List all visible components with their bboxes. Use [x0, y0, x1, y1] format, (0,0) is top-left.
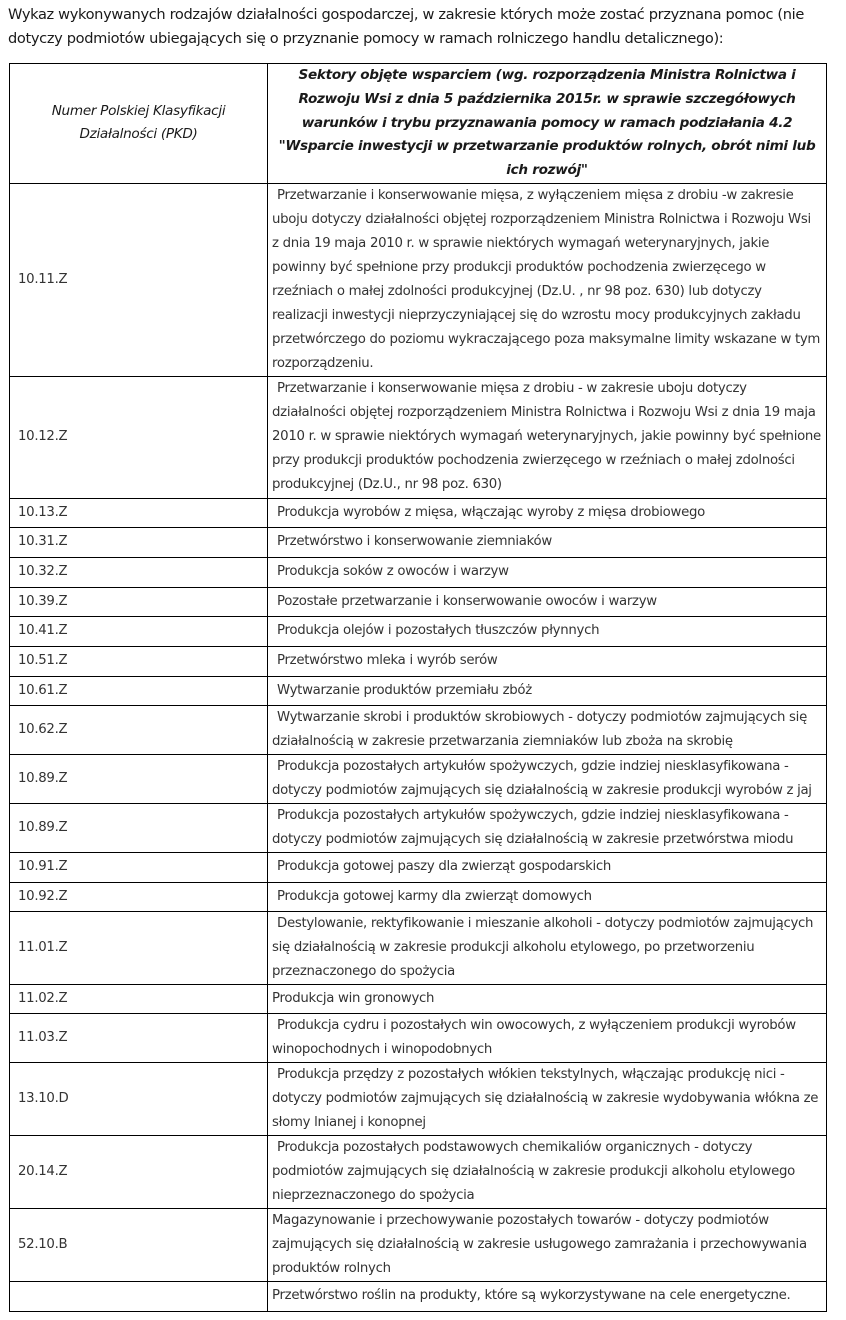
- pkd-code-cell: 10.89.Z: [10, 754, 268, 803]
- table-row: [10, 911, 827, 984]
- table-row: [10, 754, 827, 803]
- table-row: [10, 527, 827, 557]
- table-row: [10, 882, 827, 911]
- table-body: [10, 183, 827, 1311]
- pkd-code-cell: 10.89.Z: [10, 803, 268, 852]
- header-sectors: Sektory objęte wsparciem (wg. rozporządzenia Ministra Rolnictwa i Rozwoju Wsi z dnia 5 października 2015r. w sprawie szczegółowych warunków i trybu przyznawania pomocy w ramach podziałania 4.2 "Wsparcie inwestycji w przetwarzanie produktów rolnych, obrót nimi lub ich rozwój": [268, 64, 827, 184]
- table-header: [10, 64, 827, 184]
- table-row: [10, 498, 827, 527]
- pkd-code-cell: 11.01.Z: [10, 911, 268, 984]
- pkd-code-cell: 10.92.Z: [10, 882, 268, 911]
- table-row: [10, 1281, 827, 1311]
- table-row: [10, 183, 827, 376]
- sector-description-cell: Produkcja pozostałych artykułów spożywczych, gdzie indziej niesklasyfikowana - dotyczy podmiotów zajmujących się działalnością w zakresie produkcji wyrobów z jaj: [268, 754, 827, 803]
- table-row: [10, 1208, 827, 1281]
- pkd-code-cell: 10.51.Z: [10, 646, 268, 676]
- sector-description-cell: Wytwarzanie skrobi i produktów skrobiowych - dotyczy podmiotów zajmujących się działalnością w zakresie przetwarzania ziemniaków lub zboża na skrobię: [268, 705, 827, 754]
- pkd-code-cell: 10.13.Z: [10, 498, 268, 527]
- table-row: [10, 1135, 827, 1208]
- sector-description-cell: Przetwórstwo roślin na produkty, które są wykorzystywane na cele energetyczne.: [268, 1281, 827, 1311]
- sector-description-cell: Produkcja gotowej karmy dla zwierząt domowych: [268, 882, 827, 911]
- pkd-code-cell: 10.41.Z: [10, 616, 268, 646]
- sector-description-cell: Przetwarzanie i konserwowanie mięsa z drobiu - w zakresie uboju dotyczy działalności objętej rozporządzeniem Ministra Rolnictwa i Rozwoju Wsi z dnia 19 maja 2010 r. w sprawie niektórych wymagań weterynaryjnych, jakie powinny być spełnione przy produkcji produktów pochodzenia zwierzęcego w rzeźniach o małej zdolności produkcyjnej (Dz.U., nr 98 poz. 630): [268, 376, 827, 498]
- sector-description-cell: Przetwarzanie i konserwowanie mięsa, z wyłączeniem mięsa z drobiu -w zakresie uboju dotyczy działalności objętej rozporządzeniem Ministra Rolnictwa i Rozwoju Wsi z dnia 19 maja 2010 r. w sprawie niektórych wymagań weterynaryjnych, jakie powinny być spełnione przy produkcji produktów pochodzenia zwierzęcego w rzeźniach o małej zdolności produkcyjnej (Dz.U. , nr 98 poz. 630) lub dotyczy realizacji inwestycji nieprzyczyniającej się do wzrostu mocy produkcyjnych zakładu przetwórczego do poziomu wykraczającego poza maksymalne limity wskazane w tym rozporządzeniu.: [268, 183, 827, 376]
- pkd-code-cell: 10.91.Z: [10, 852, 268, 882]
- pkd-code-cell: 11.03.Z: [10, 1013, 268, 1062]
- pkd-code-cell: 10.12.Z: [10, 376, 268, 498]
- pkd-code-cell: 13.10.D: [10, 1062, 268, 1135]
- sector-description-cell: Produkcja pozostałych podstawowych chemikaliów organicznych - dotyczy podmiotów zajmujących się działalnością w zakresie produkcji alkoholu etylowego nieprzeznaczonego do spożycia: [268, 1135, 827, 1208]
- sector-description-cell: Produkcja cydru i pozostałych win owocowych, z wyłączeniem produkcji wyrobów winopochodnych i winopodobnych: [268, 1013, 827, 1062]
- table-row: [10, 803, 827, 852]
- table-row: [10, 984, 827, 1013]
- pkd-code-cell: 20.14.Z: [10, 1135, 268, 1208]
- table-row: [10, 616, 827, 646]
- table-row: [10, 676, 827, 705]
- sector-description-cell: Przetwórstwo mleka i wyrób serów: [268, 646, 827, 676]
- pkd-code-cell: 11.02.Z: [10, 984, 268, 1013]
- sector-description-cell: Wytwarzanie produktów przemiału zbóż: [268, 676, 827, 705]
- sector-description-cell: Przetwórstwo i konserwowanie ziemniaków: [268, 527, 827, 557]
- pkd-code-cell: 10.61.Z: [10, 676, 268, 705]
- table-row: [10, 646, 827, 676]
- table-row: [10, 587, 827, 616]
- pkd-code-cell: 10.62.Z: [10, 705, 268, 754]
- sector-description-cell: Produkcja wyrobów z mięsa, włączając wyroby z mięsa drobiowego: [268, 498, 827, 527]
- pkd-code-cell: 10.11.Z: [10, 183, 268, 376]
- intro-paragraph: Wykaz wykonywanych rodzajów działalności gospodarczej, w zakresie których może zostać przyznana pomoc (nie dotyczy podmiotów ubiegających się o przyznanie pomocy w ramach rolniczego handlu detalicznego):: [8, 6, 804, 47]
- table-row: [10, 705, 827, 754]
- sector-description-cell: Pozostałe przetwarzanie i konserwowanie owoców i warzyw: [268, 587, 827, 616]
- header-pkd-number: Numer Polskiej Klasyfikacji Działalności (PKD): [10, 64, 268, 184]
- sector-description-cell: Produkcja przędzy z pozostałych włókien tekstylnych, włączając produkcję nici - dotyczy podmiotów zajmujących się działalnością w zakresie wydobywania włókna ze słomy lnianej i konopnej: [268, 1062, 827, 1135]
- pkd-code-cell: 10.39.Z: [10, 587, 268, 616]
- sector-description-cell: Produkcja win gronowych: [268, 984, 827, 1013]
- sector-description-cell: Produkcja gotowej paszy dla zwierząt gospodarskich: [268, 852, 827, 882]
- sector-description-cell: Produkcja olejów i pozostałych tłuszczów płynnych: [268, 616, 827, 646]
- header-row: [10, 64, 827, 184]
- pkd-code-cell: 10.31.Z: [10, 527, 268, 557]
- pkd-code-cell: [10, 1281, 268, 1311]
- table-row: [10, 1062, 827, 1135]
- sector-description-cell: Produkcja soków z owoców i warzyw: [268, 557, 827, 587]
- table-row: [10, 376, 827, 498]
- pkd-code-cell: 10.32.Z: [10, 557, 268, 587]
- pkd-code-cell: 52.10.B: [10, 1208, 268, 1281]
- table-row: [10, 1013, 827, 1062]
- sector-description-cell: Produkcja pozostałych artykułów spożywczych, gdzie indziej niesklasyfikowana - dotyczy podmiotów zajmujących się działalnością w zakresie przetwórstwa miodu: [268, 803, 827, 852]
- table-row: [10, 852, 827, 882]
- sector-description-cell: Magazynowanie i przechowywanie pozostałych towarów - dotyczy podmiotów zajmujących się działalnością w zakresie usługowego zamrażania i przechowywania produktów rolnych: [268, 1208, 827, 1281]
- sector-description-cell: Destylowanie, rektyfikowanie i mieszanie alkoholi - dotyczy podmiotów zajmujących się działalnością w zakresie produkcji alkoholu etylowego, po przetworzeniu przeznaczonego do spożycia: [268, 911, 827, 984]
- table-row: [10, 557, 827, 587]
- pkd-table: [9, 63, 827, 1312]
